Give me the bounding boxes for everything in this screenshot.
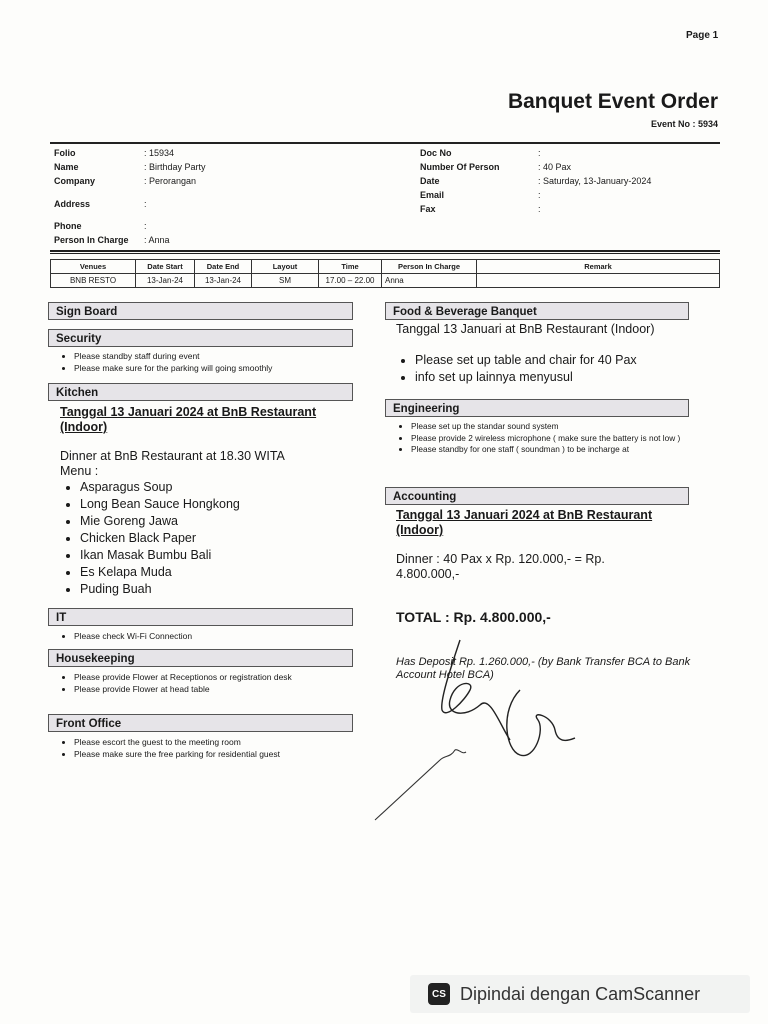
- page-number: Page 1: [686, 30, 719, 41]
- camscanner-text: Dipindai dengan CamScanner: [460, 983, 701, 1004]
- housekeeping-header: Housekeeping: [48, 649, 353, 667]
- sign-board-header: Sign Board: [48, 302, 353, 320]
- header-rule: [50, 142, 720, 144]
- list-item: • Please provide Flower at head table: [74, 683, 292, 695]
- accounting-dinner: Dinner : 40 Pax x Rp. 120.000,- = Rp. 4.800.000,-: [396, 552, 605, 581]
- fnb-list: [393, 352, 637, 386]
- list-item: • Mie Goreng Jawa: [80, 513, 240, 530]
- info-label: Email: [420, 190, 445, 200]
- housekeeping-list: [52, 671, 292, 695]
- info-label: Name: [54, 162, 79, 172]
- table-cell: 13-Jan-24: [136, 274, 195, 288]
- front-office-list: [52, 736, 280, 760]
- table-header-row: [51, 260, 720, 274]
- list-item: • Es Kelapa Muda: [80, 564, 240, 581]
- info-label: Doc No: [420, 148, 452, 158]
- venues-table: [50, 259, 720, 288]
- info-value: : 15934: [144, 148, 175, 158]
- list-item: • Please provide Flower at Receptionos or registration desk: [74, 671, 292, 683]
- security-header: Security: [48, 329, 353, 347]
- accounting-deposit: Has Deposit Rp. 1.260.000,- (by Bank Transfer BCA to Bank Account Hotel BCA): [396, 656, 691, 681]
- column-header: Remark: [477, 260, 720, 274]
- list-item: • info set up lainnya menyusul: [415, 369, 637, 386]
- kitchen-heading: Tanggal 13 Januari 2024 at BnB Restaurant (Indoor): [60, 405, 317, 434]
- column-header: Date End: [195, 260, 252, 274]
- list-item: • Please make sure the free parking for residential guest: [74, 748, 280, 760]
- table-cell: Anna: [382, 274, 477, 288]
- table-cell: 13-Jan-24: [195, 274, 252, 288]
- table-cell: SM: [252, 274, 319, 288]
- info-label: Fax: [420, 204, 436, 214]
- info-values-left: [144, 146, 206, 247]
- info-labels-right: [420, 146, 500, 216]
- accounting-heading: Tanggal 13 Januari 2024 at BnB Restaurant (Indoor): [396, 508, 653, 537]
- it-header: IT: [48, 608, 353, 626]
- info-labels-left: [54, 146, 129, 247]
- info-value: : Birthday Party: [144, 162, 206, 172]
- security-list: [52, 350, 272, 374]
- kitchen-dinner: Dinner at BnB Restaurant at 18.30 WITA: [60, 449, 285, 463]
- list-item: • Please standby for one staff ( soundman ) to be incharge at: [411, 444, 696, 456]
- info-value: :: [538, 204, 541, 214]
- info-label: Company: [54, 176, 96, 186]
- list-item: • Please make sure for the parking will going smoothly: [74, 362, 272, 374]
- table-row: [51, 274, 720, 288]
- column-header: Layout: [252, 260, 319, 274]
- info-value: : 40 Pax: [538, 162, 572, 172]
- info-value: : Saturday, 13-January-2024: [538, 176, 652, 186]
- table-cell: 17.00 – 22.00: [319, 274, 382, 288]
- list-item: • Please provide 2 wireless microphone ( make sure the battery is not low ): [411, 433, 696, 445]
- column-header: Time: [319, 260, 382, 274]
- info-label: Number Of Person: [420, 162, 500, 172]
- column-header: Person In Charge: [382, 260, 477, 274]
- it-list: [52, 630, 192, 642]
- list-item: • Long Bean Sauce Hongkong: [80, 496, 240, 513]
- front-office-header: Front Office: [48, 714, 353, 732]
- info-value: :: [538, 148, 541, 158]
- info-label: Folio: [54, 148, 76, 158]
- list-item: • Ikan Masak Bumbu Bali: [80, 547, 240, 564]
- list-item: • Asparagus Soup: [80, 479, 240, 496]
- info-value: :: [144, 221, 147, 231]
- list-item: • Please check Wi-Fi Connection: [74, 630, 192, 642]
- info-rule-double: [50, 253, 720, 254]
- fnb-heading: Tanggal 13 Januari at BnB Restaurant (Indoor): [396, 322, 655, 336]
- engineering-list: [389, 421, 696, 456]
- engineering-header: Engineering: [385, 399, 689, 417]
- info-value: :: [538, 190, 541, 200]
- kitchen-menu-list: [58, 479, 240, 598]
- table-cell: [477, 274, 720, 288]
- info-rule: [50, 250, 720, 252]
- event-no-label: Event No :: [650, 119, 696, 129]
- list-item: • Please set up table and chair for 40 Pax: [415, 352, 637, 369]
- info-value: : Anna: [144, 235, 170, 245]
- info-value: : Perorangan: [144, 176, 197, 186]
- kitchen-menu-label: Menu :: [60, 464, 99, 478]
- page-title: Banquet Event Order: [507, 90, 718, 113]
- list-item: • Please standby staff during event: [74, 350, 272, 362]
- info-label: Address: [54, 199, 91, 209]
- info-label: Date: [420, 176, 440, 186]
- camscanner-watermark: [410, 975, 750, 1013]
- info-label: Person In Charge: [54, 235, 129, 245]
- info-label: Phone: [54, 221, 82, 231]
- fnb-header: Food & Beverage Banquet: [385, 302, 689, 320]
- kitchen-header: Kitchen: [48, 383, 353, 401]
- column-header: Venues: [51, 260, 136, 274]
- list-item: • Puding Buah: [80, 581, 240, 598]
- event-number: [651, 119, 718, 129]
- list-item: • Please set up the standar sound system: [411, 421, 696, 433]
- accounting-total: TOTAL : Rp. 4.800.000,-: [396, 609, 551, 625]
- signature: [370, 630, 600, 830]
- info-value: :: [144, 199, 147, 209]
- list-item: • Please escort the guest to the meeting room: [74, 736, 280, 748]
- event-no-value: 5934: [697, 119, 718, 129]
- table-cell: BNB RESTO: [51, 274, 136, 288]
- camscanner-logo-icon: CS: [428, 983, 450, 1005]
- list-item: • Chicken Black Paper: [80, 530, 240, 547]
- info-values-right: [538, 146, 651, 216]
- accounting-header: Accounting: [385, 487, 689, 505]
- column-header: Date Start: [136, 260, 195, 274]
